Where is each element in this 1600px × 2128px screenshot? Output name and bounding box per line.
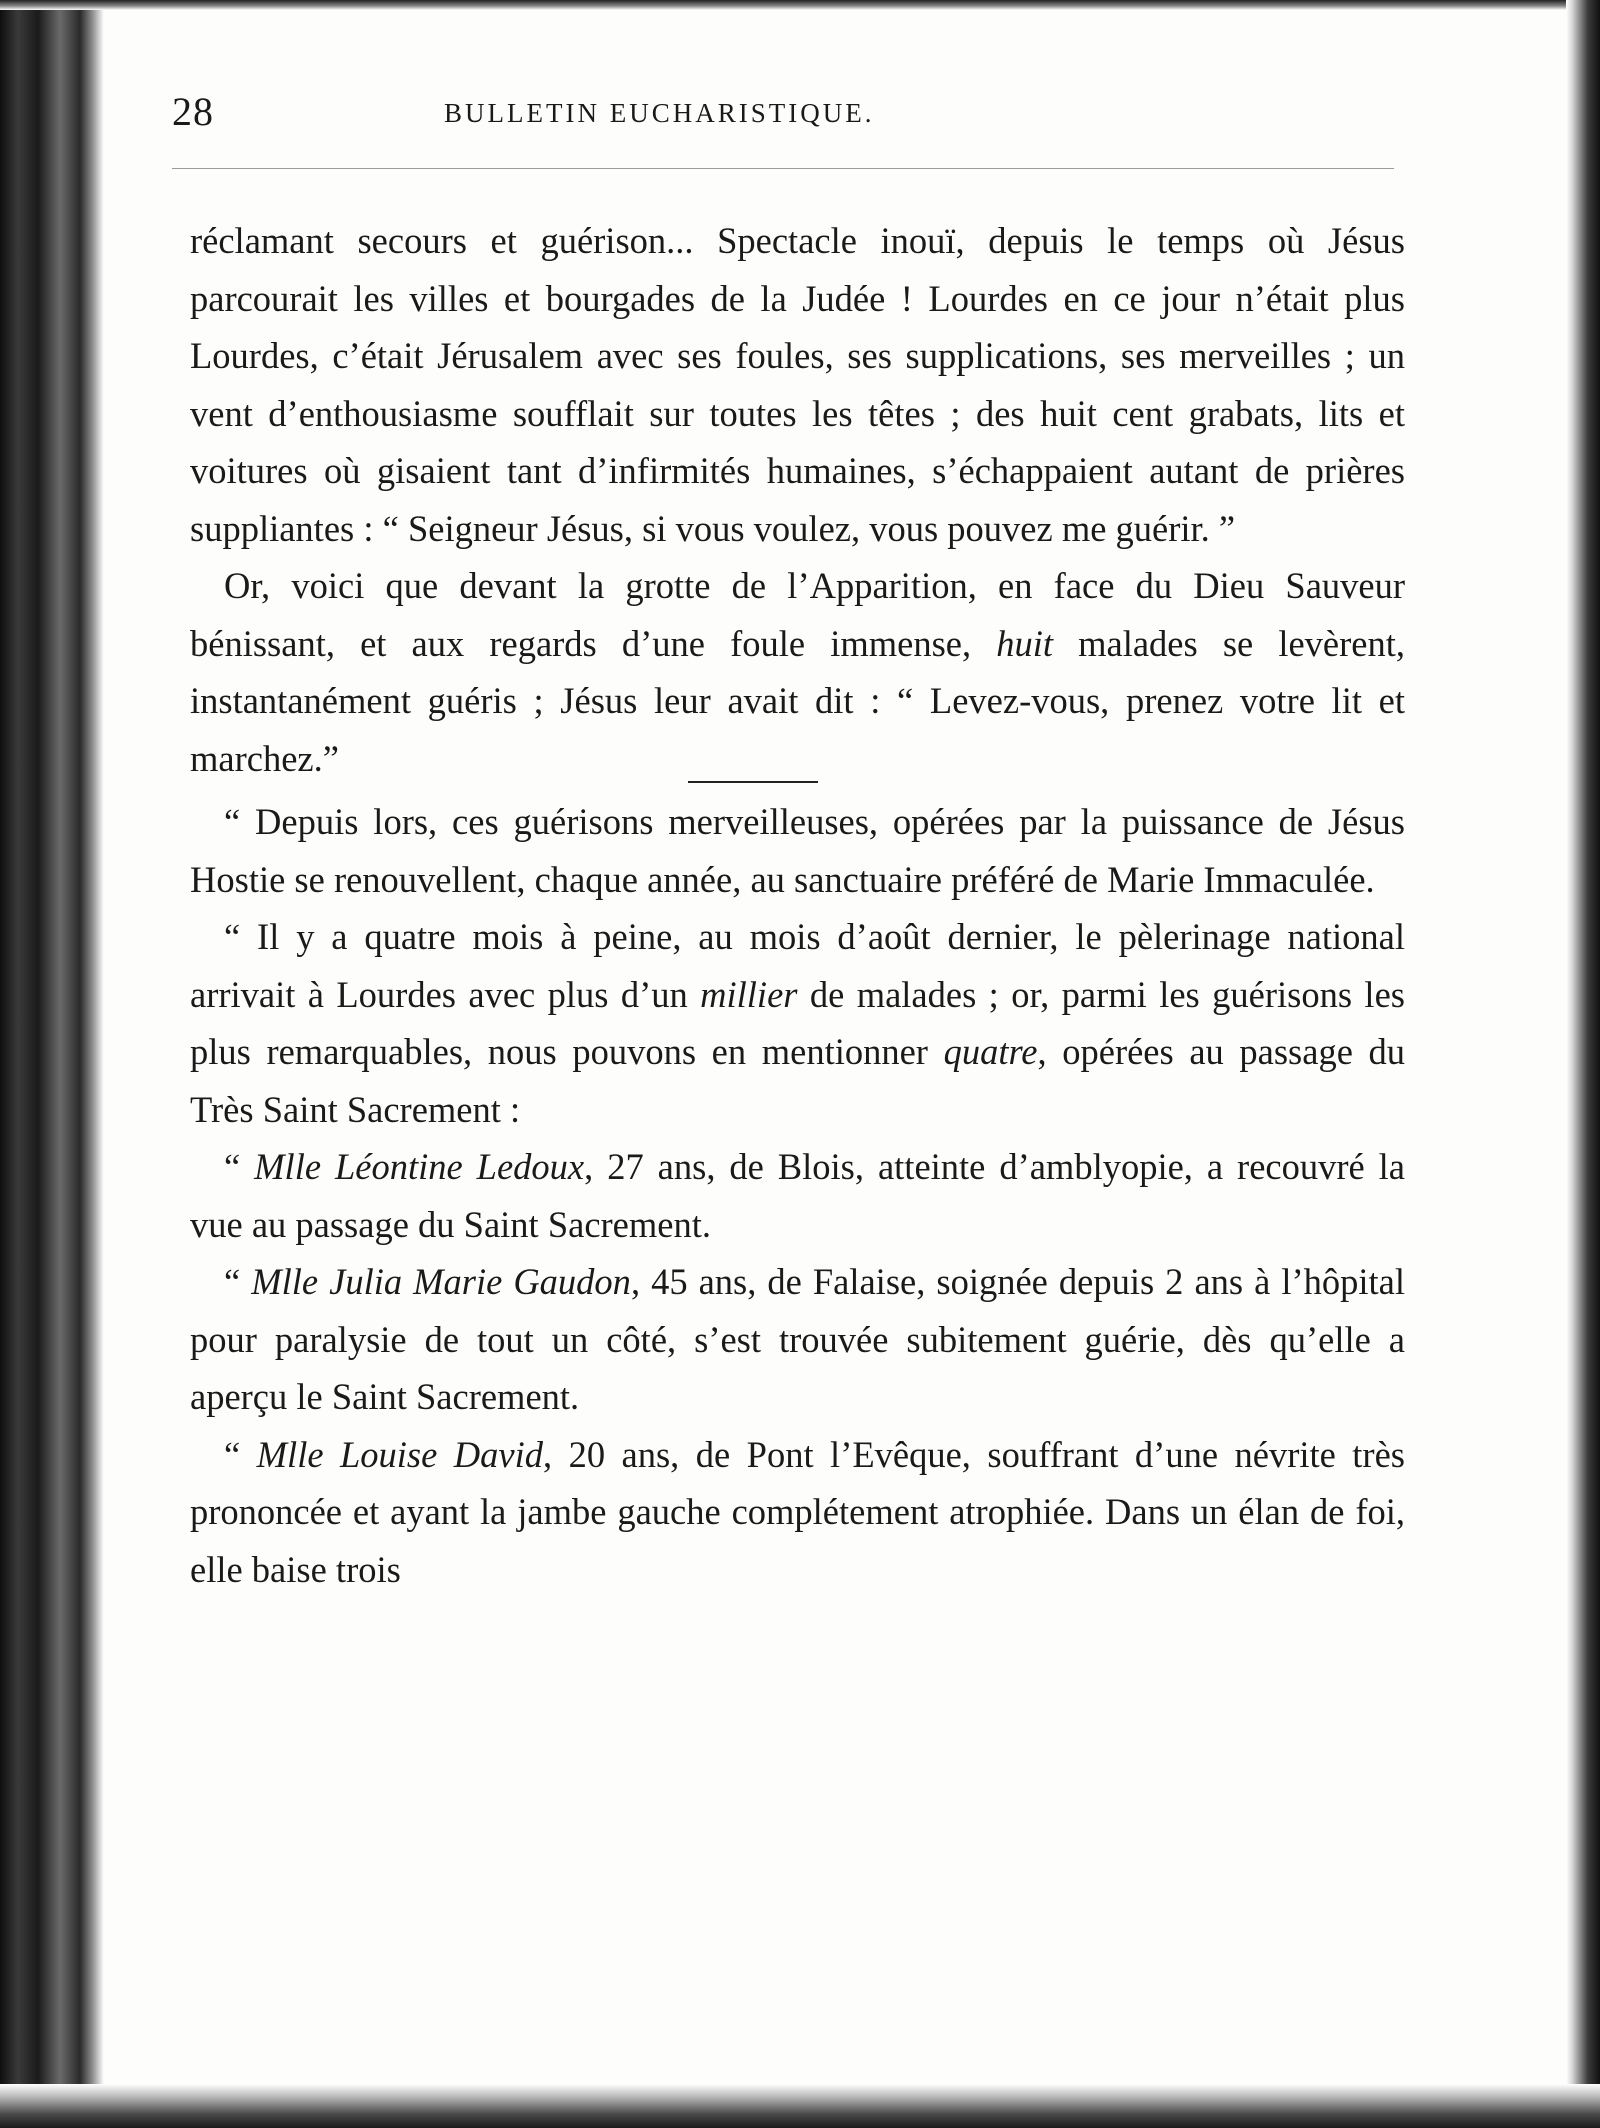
text-run: de malades ; or, parmi les guérisons les plus remarquables, nous pouvons en mentionner <box>190 973 1405 1072</box>
text-run: Or, voici que devant la grotte de l’Apparition, en face du Dieu Sauveur bénissant, et aux regards d’une foule immense, <box>190 565 1405 664</box>
paragraph <box>190 1426 1405 1599</box>
text-run: “ Il y a quatre mois à peine, au mois d’août dernier, le pèlerinage national arrivait à Lourdes avec plus d’un <box>190 916 1405 1015</box>
section-separator <box>688 781 818 783</box>
paragraph <box>190 557 1405 787</box>
italic-emphasis: huit <box>996 622 1054 664</box>
text-run: “ <box>224 1146 255 1187</box>
body-text <box>190 212 1405 1598</box>
paragraph-continued <box>190 212 1405 557</box>
text-run: “ Depuis lors, ces guérisons merveilleuses, opérées par la puissance de Jésus Hostie se renouvellent, chaque année, au sanctuaire préféré de Marie Immaculée. <box>190 801 1405 900</box>
running-title: BULLETIN EUCHARISTIQUE. <box>444 98 875 128</box>
page-edge-right <box>1566 0 1600 2128</box>
scan-bottom-edge <box>0 2084 1600 2128</box>
scan-top-edge <box>0 0 1600 10</box>
paragraph <box>190 908 1405 1138</box>
paragraph <box>190 1138 1405 1253</box>
text-run: “ <box>224 1261 252 1302</box>
text-run: , opérées au passage du Très Saint Sacrement : <box>190 1031 1405 1130</box>
text-run: , 20 ans, de Pont l’Evêque, souffrant d’une névrite très prononcée et ayant la jambe gauche complétement atrophiée. Dans un élan de foi, elle baise trois <box>190 1433 1405 1590</box>
paragraph <box>190 793 1405 908</box>
italic-emphasis: quatre <box>943 1031 1038 1072</box>
text-run: réclamant secours et guérison... Spectacle inouï, depuis le temps où Jésus parcourait les villes et bourgades de la Judée ! Lourdes en ce jour n’était plus Lourdes, c’était Jérusalem avec ses foules, ses supplications, ses merveilles ; un vent d’enthousiasme soufflait sur toutes les têtes ; des huit cent grabats, lits et voitures où gisaient tant d’infirmités humaines, s’échappaient autant de prières suppliantes : “ Seigneur Jésus, si vous voulez, vous pouvez me guérir. ” <box>190 220 1405 549</box>
italic-name: Mlle Julia Marie Gaudon <box>251 1261 631 1302</box>
running-header <box>172 88 1402 138</box>
text-run: malades se levèrent, instantanément guéris ; Jésus leur avait dit : “ Levez-vous, prenez votre lit et marchez.” <box>190 622 1406 779</box>
italic-name: Mlle Léontine Ledoux <box>254 1146 585 1187</box>
header-rule <box>172 168 1394 169</box>
page-number: 28 <box>172 89 214 134</box>
text-run: , 45 ans, de Falaise, soignée depuis 2 ans à l’hôpital pour paralysie de tout un côté, s’est trouvée subitement guérie, dès qu’elle a aperçu le Saint Sacrement. <box>190 1261 1405 1417</box>
italic-name: Mlle Louise David <box>256 1433 543 1475</box>
italic-emphasis: millier <box>700 973 798 1015</box>
text-run: “ <box>224 1433 257 1475</box>
text-run: , 27 ans, de Blois, atteinte d’amblyopie, a recouvré la vue au passage du Saint Sacrement. <box>190 1146 1405 1245</box>
paragraph <box>190 1253 1405 1426</box>
